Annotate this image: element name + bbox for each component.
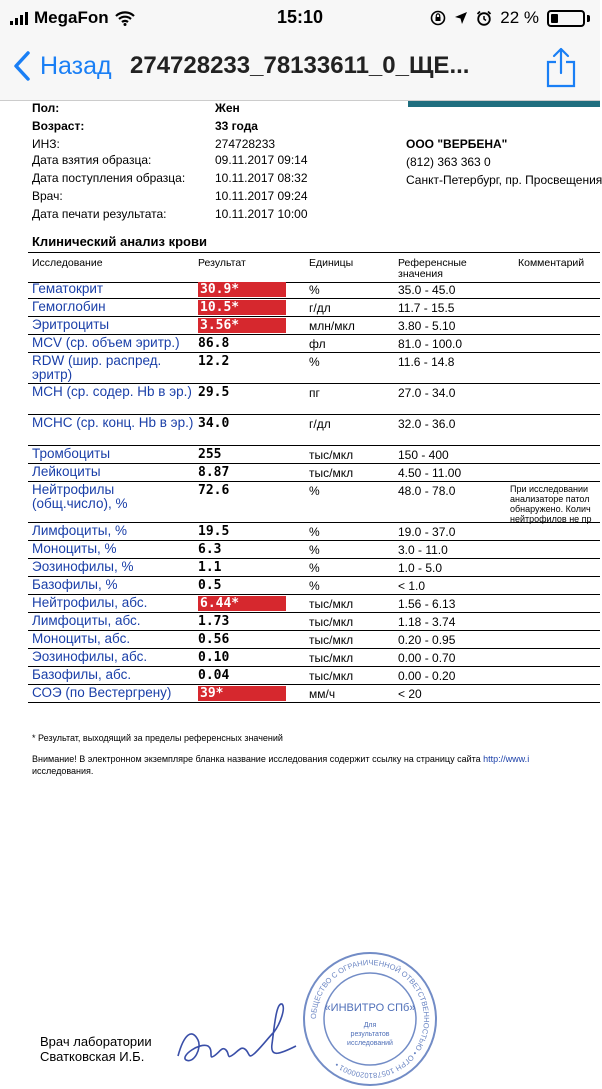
- result-unit: тыс/мкл: [309, 448, 354, 462]
- chevron-left-icon: [12, 50, 32, 82]
- battery-icon: [547, 10, 585, 27]
- test-name-link[interactable]: Лимфоциты, %: [32, 523, 127, 538]
- lab-phone: (812) 363 363 0: [406, 155, 491, 169]
- reference-range: 81.0 - 100.0: [398, 337, 463, 351]
- flagged-result-value: 39*: [198, 686, 286, 701]
- test-name-link[interactable]: Тромбоциты: [32, 446, 111, 461]
- result-unit: %: [309, 355, 320, 369]
- reference-range: 1.56 - 6.13: [398, 597, 456, 611]
- table-row: [28, 649, 600, 667]
- reference-range: 1.0 - 5.0: [398, 561, 443, 575]
- test-name-link[interactable]: СОЭ (по Вестергрену): [32, 685, 172, 700]
- header-test: Исследование: [32, 257, 103, 269]
- header-result: Результат: [198, 257, 246, 269]
- reference-range: 11.6 - 14.8: [398, 355, 455, 369]
- flagged-result-value: 30.9*: [198, 282, 286, 297]
- test-name-link[interactable]: Эритроциты: [32, 317, 110, 332]
- patient-info-label: Дата поступления образца:: [32, 171, 186, 185]
- result-unit: фл: [309, 337, 326, 351]
- stamp-sub-3: исследований: [347, 1040, 393, 1047]
- svg-text:ОБЩЕСТВО С ОГРАНИЧЕННОЙ ОТВЕТС: [309, 958, 431, 1080]
- table-row: [28, 631, 600, 649]
- test-name-link[interactable]: Гематокрит: [32, 281, 104, 296]
- result-value: 34.0: [198, 416, 230, 431]
- test-name-link[interactable]: Лимфоциты, абс.: [32, 613, 141, 628]
- reference-range: 0.00 - 0.20: [398, 669, 456, 683]
- reference-range: < 20: [398, 687, 422, 701]
- battery-tip: [587, 15, 590, 22]
- flagged-result-value: 3.56*: [198, 318, 286, 333]
- table-row: [28, 523, 600, 541]
- location-icon: [454, 11, 468, 25]
- table-row: [28, 299, 600, 317]
- table-row: [28, 353, 600, 384]
- test-name-link[interactable]: Моноциты, абс.: [32, 631, 131, 646]
- battery-percent: 22 %: [500, 8, 539, 27]
- result-value: 255: [198, 447, 222, 462]
- test-name-link[interactable]: Нейтрофилы, абс.: [32, 595, 148, 610]
- signature-image: [170, 994, 310, 1074]
- reference-range: 48.0 - 78.0: [398, 484, 456, 498]
- result-unit: г/дл: [309, 417, 331, 431]
- result-unit: %: [309, 525, 320, 539]
- doctor-name: Сватковская И.Б.: [40, 1049, 145, 1064]
- result-unit: тыс/мкл: [309, 669, 354, 683]
- back-button-label: Назад: [40, 51, 112, 80]
- patient-info-label: Возраст:: [32, 119, 85, 133]
- result-value: 29.5: [198, 385, 230, 400]
- share-icon: [544, 46, 578, 88]
- patient-info-value: 33 года: [215, 119, 258, 133]
- test-name-link[interactable]: Нейтрофилы (общ.число), %: [32, 482, 128, 511]
- result-unit: %: [309, 561, 320, 575]
- result-comment: При исследовании анализаторе патол обнаружено. Колич нейтрофилов не пр: [510, 484, 592, 524]
- table-row: [28, 482, 600, 523]
- rotation-lock-icon: [430, 10, 446, 26]
- table-row: [28, 613, 600, 631]
- table-row: [28, 415, 600, 446]
- reference-range: 0.20 - 0.95: [398, 633, 456, 647]
- table-row: [28, 464, 600, 482]
- table-row: [28, 281, 600, 299]
- result-unit: тыс/мкл: [309, 597, 354, 611]
- reference-range: 150 - 400: [398, 448, 449, 462]
- status-time: 15:10: [276, 7, 324, 27]
- test-name-link[interactable]: Базофилы, абс.: [32, 667, 132, 682]
- table-row: [28, 317, 600, 335]
- stamp-ring-text: ОБЩЕСТВО С ОГРАНИЧЕННОЙ ОТВЕТСТВЕННОСТЬЮ • ОГРН 1057810200001 •: [308, 957, 432, 1081]
- notice-text: Внимание! В электронном экземпляре бланка название исследования содержит ссылку на страницу сайта: [32, 754, 481, 764]
- table-row: [28, 685, 600, 703]
- document-title: 274728233_78133611_0_ЩЕ...: [130, 52, 470, 79]
- lab-name: ООО "ВЕРБЕНА": [406, 137, 508, 151]
- header-accent-bar: [408, 101, 600, 107]
- flagged-result-value: 6.44*: [198, 596, 286, 611]
- section-title: Клинический анализ крови: [32, 234, 207, 249]
- reference-range: 35.0 - 45.0: [398, 283, 456, 297]
- result-value: 86.8: [198, 336, 230, 351]
- patient-info-label: Пол:: [32, 101, 60, 115]
- result-value: 19.5: [198, 524, 230, 539]
- result-value: 0.10: [198, 650, 230, 665]
- test-name-link[interactable]: Лейкоциты: [32, 464, 101, 479]
- reference-range: 1.18 - 3.74: [398, 615, 456, 629]
- notice-link[interactable]: http://www.i: [483, 754, 530, 764]
- result-value: 12.2: [198, 354, 230, 369]
- reference-range: 11.7 - 15.5: [398, 301, 455, 315]
- doctor-title: Врач лаборатории: [40, 1034, 152, 1049]
- patient-info-value: 09.11.2017 09:14: [215, 153, 308, 167]
- result-unit: млн/мкл: [309, 319, 355, 333]
- result-unit: тыс/мкл: [309, 466, 354, 480]
- patient-info-label: Дата взятия образца:: [32, 153, 152, 167]
- result-value: 6.3: [198, 542, 222, 557]
- test-name-link[interactable]: Моноциты, %: [32, 541, 117, 556]
- test-name-link[interactable]: MCH (ср. содер. Hb в эр.): [32, 384, 192, 399]
- result-unit: %: [309, 579, 320, 593]
- result-unit: тыс/мкл: [309, 651, 354, 665]
- test-name-link[interactable]: RDW (шир. распред. эритр): [32, 353, 162, 382]
- test-name-link[interactable]: Эозинофилы, %: [32, 559, 134, 574]
- stamp-sub-2: результатов: [350, 1031, 390, 1038]
- footnote: * Результат, выходящий за пределы референсных значений: [32, 733, 283, 743]
- reference-range: 3.80 - 5.10: [398, 319, 456, 333]
- table-row: [28, 595, 600, 613]
- test-name-link[interactable]: MCV (ср. объем эритр.): [32, 335, 180, 350]
- result-unit: %: [309, 283, 320, 297]
- table-row: [28, 667, 600, 685]
- result-unit: %: [309, 484, 320, 498]
- stamp-sub-1: Для: [363, 1022, 377, 1029]
- notice: [32, 753, 598, 777]
- table-row: [28, 384, 600, 415]
- result-unit: тыс/мкл: [309, 615, 354, 629]
- reference-range: 32.0 - 36.0: [398, 417, 456, 431]
- result-value: 0.04: [198, 668, 230, 683]
- test-name-link[interactable]: MCHC (ср. конц. Hb в эр.): [32, 415, 194, 430]
- flagged-result-value: 10.5*: [198, 300, 286, 315]
- status-right: [430, 8, 590, 28]
- table-row: [28, 541, 600, 559]
- result-value: 8.87: [198, 465, 230, 480]
- carrier-name: MegaFon: [34, 8, 109, 27]
- reference-range: 0.00 - 0.70: [398, 651, 456, 665]
- reference-range: < 1.0: [398, 579, 426, 593]
- patient-info-value: Жен: [215, 101, 240, 115]
- stamp-center-text: «ИНВИТРО СПб»: [324, 1002, 416, 1014]
- lab-address: Санкт-Петербург, пр. Просвещения: [406, 173, 602, 187]
- test-name-link[interactable]: Гемоглобин: [32, 299, 106, 314]
- notice-text-2: исследования.: [32, 766, 94, 776]
- header-comment: Комментарий: [518, 257, 585, 269]
- result-value: 1.73: [198, 614, 230, 629]
- navigation-bar: [0, 36, 600, 101]
- table-header: [28, 252, 600, 283]
- patient-info-label: Врач:: [32, 189, 63, 203]
- reference-range: 27.0 - 34.0: [398, 386, 456, 400]
- status-bar: [0, 0, 600, 36]
- table-row: [28, 559, 600, 577]
- test-name-link[interactable]: Эозинофилы, абс.: [32, 649, 148, 664]
- patient-info-label: ИНЗ:: [32, 137, 60, 151]
- result-unit: тыс/мкл: [309, 633, 354, 647]
- result-value: 0.56: [198, 632, 230, 647]
- stamp-image: [300, 949, 440, 1089]
- share-button[interactable]: [544, 46, 578, 93]
- reference-range: 3.0 - 11.0: [398, 543, 448, 557]
- table-row: [28, 446, 600, 464]
- back-button[interactable]: [12, 50, 112, 82]
- document-page: [0, 101, 602, 1081]
- patient-info-value: 10.11.2017 10:00: [215, 207, 308, 221]
- table-row: [28, 335, 600, 353]
- patient-info-value: 10.11.2017 09:24: [215, 189, 308, 203]
- table-row: [28, 577, 600, 595]
- reference-range: 4.50 - 11.00: [398, 466, 462, 480]
- result-unit: мм/ч: [309, 687, 336, 701]
- result-value: 0.5: [198, 578, 222, 593]
- result-value: 1.1: [198, 560, 222, 575]
- result-value: 72.6: [198, 483, 230, 498]
- patient-info-value: 274728233: [215, 137, 276, 151]
- result-unit: %: [309, 543, 320, 557]
- patient-info-value: 10.11.2017 08:32: [215, 171, 308, 185]
- header-units: Единицы: [309, 257, 354, 269]
- signature-block: [40, 1034, 152, 1064]
- result-unit: пг: [309, 386, 320, 400]
- result-unit: г/дл: [309, 301, 331, 315]
- alarm-icon: [476, 10, 492, 26]
- patient-info-label: Дата печати результата:: [32, 207, 167, 221]
- reference-range: 19.0 - 37.0: [398, 525, 456, 539]
- test-name-link[interactable]: Базофилы, %: [32, 577, 118, 592]
- header-reference: Референсные значения: [398, 257, 467, 280]
